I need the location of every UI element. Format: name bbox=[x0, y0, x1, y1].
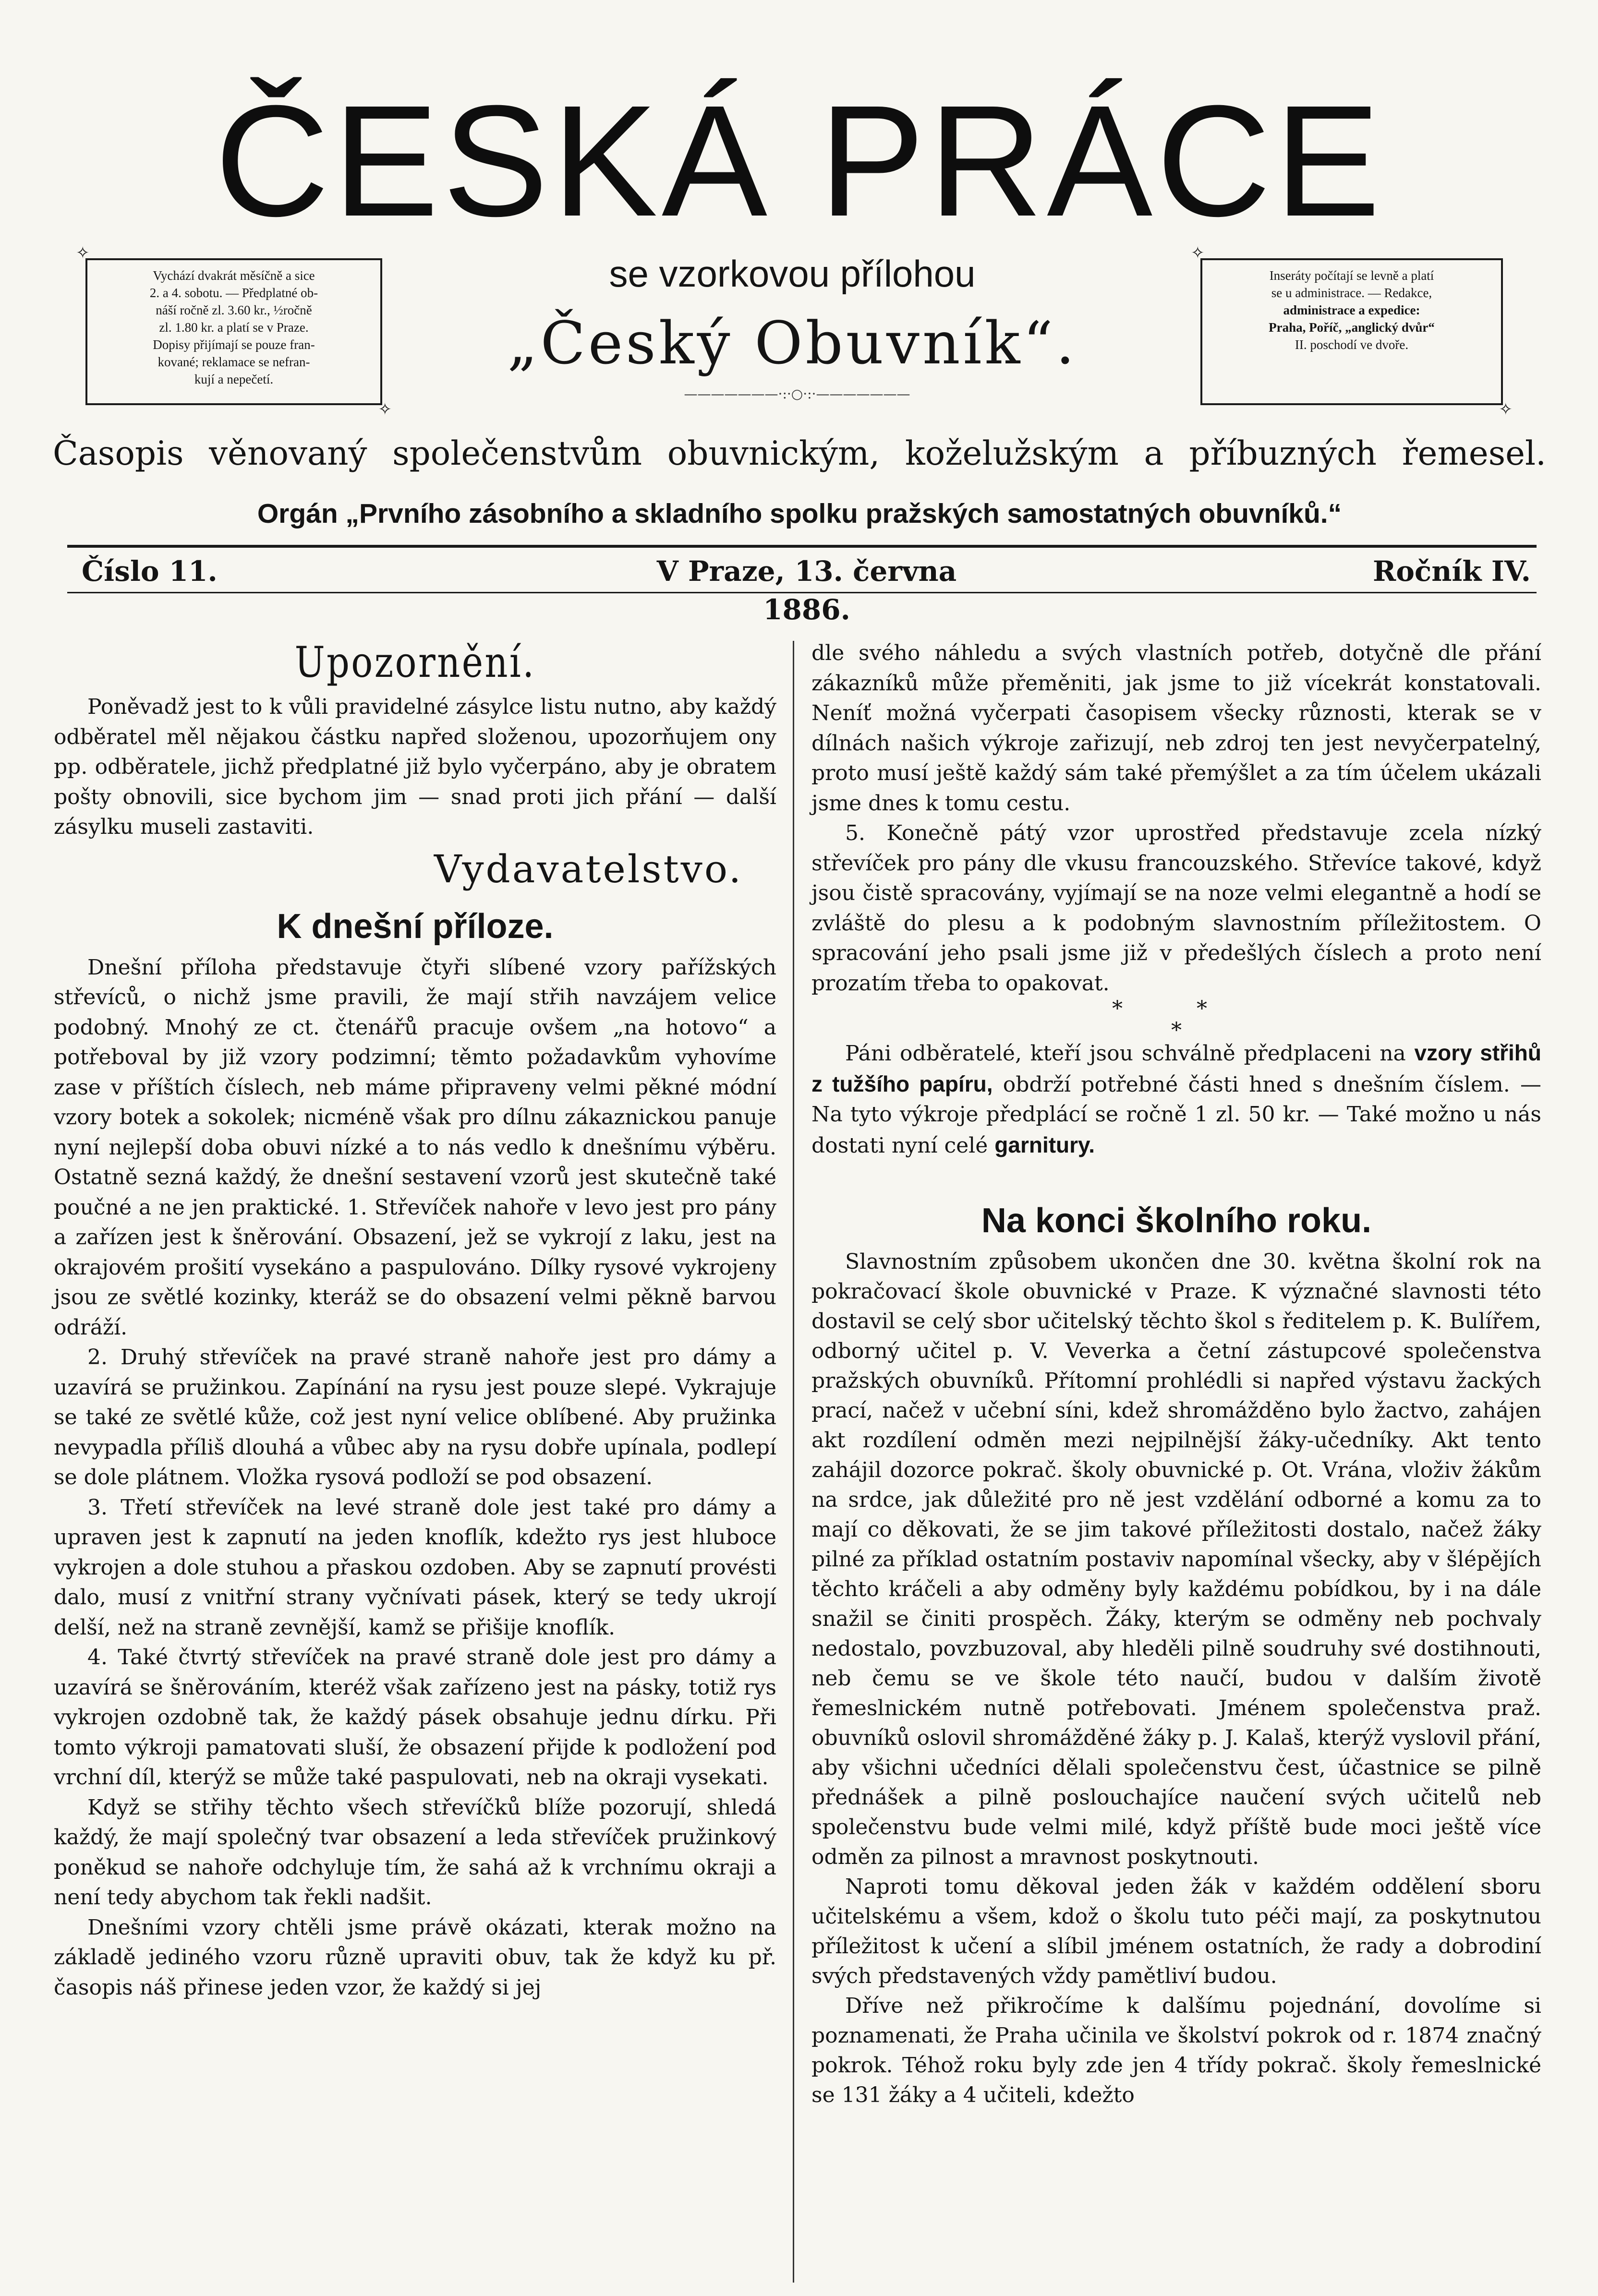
article-paragraph: 5. Konečně pátý vzor uprostřed představuje zcela nízký střevíček pro pány dle vkusu francouzského. Střevíce takové, když jsou čistě spracovány, vyjímají se na noze velmi elegantně a hodí se zvláště do plesu a k podobným slavnostním příležitostem. O spracování jeho psali jsme již v předešlých číslech a proto není prozatím třeba to opakovat. bbox=[811, 821, 1541, 996]
advertising-line: administrace a expedice: bbox=[1283, 303, 1420, 317]
masthead-title: ČESKÁ PRÁCE bbox=[215, 72, 1384, 249]
header-rule-top bbox=[67, 545, 1537, 548]
article-paragraph: Dnešní příloha představuje čtyři slíbené vzory pařížských střevíců, o nichž jsme pravili, že mají střih navzájem velice podobný. Mnohý ze ct. čtenářů pracuje ovšem „na hotovo“ a potřeboval by již vzory podzimní; těmto požadavkům vyhovíme zase v příštích číslech, neb máme připraveny velmi pěkné módní vzory botek a sokolek; nicméně však pro dílnu zákaznickou panuje nyní nejlepší doba obuvi nízké a to nás vedlo k dnešnímu výběru. Ostatně sezná každý, že dnešní sestavení vzorů jest skutečně také poučné a ne jen praktické. 1. Střevíček nahoře v levo jest pro pány a zařízen jest k šněrování. Obsazení, jež se vykrojí z laku, jest na okrajovém prošití vysekáno a paspulováno. Dílky rysové vykrojeny jsou ze světlé kozinky, kteráž se do obsazení velmi pěkně barvou odráží. bbox=[54, 955, 776, 1340]
advertising-info-box bbox=[1200, 258, 1503, 405]
subscriber-notice-middle: obdrží potřebné části hned s dnešním číslem. — Na tyto výkroje předplácí se ročně 1 zl. 50 kr. — Také možno u nás dostati nyní celé bbox=[811, 1072, 1541, 1158]
issue-date: V Praze, 13. června 1886. bbox=[656, 555, 957, 626]
section-separator-star: * bbox=[1171, 1018, 1182, 1043]
header-rule-bottom bbox=[67, 592, 1537, 593]
article-paragraph: Když se střihy těchto všech střevíčků blíže pozorují, shledá každý, že mají společný tvar obsazení a leda střevíček pružinkový poněkud se nahoře odchyluje tím, že sahá až k vrchnímu okraji a není tedy abychom tak řekli nadšit. bbox=[54, 1795, 776, 1910]
subscriber-notice bbox=[811, 1038, 1541, 1161]
section-title-supplement: K dnešní příloze. bbox=[277, 907, 554, 946]
notice-signature: Vydavatelstvo. bbox=[434, 846, 743, 891]
article-paragraph: Dnešními vzory chtěli jsme právě okázati, kterak možno na základě jediného vzoru různě upraviti obuv, tak že když ku př. časopis náš přinese jeden vzor, že každý si jej bbox=[54, 1915, 776, 2000]
notice-title: Upozornění. bbox=[294, 637, 536, 687]
article-paragraph: 4. Také čtvrtý střevíček na pravé straně dole jest pro dámy a uzavírá se šněrováním, kteréž však zařízeno jest na pásky, totiž rys vykrojen ozdobně tak, že každý pásek obsahuje jednu dírku. Při tomto výkroji pamatovati sluší, že obsazení přijde k podložení pod vrchní díl, kterýž se může také paspulovati, neb na okraji vysekati. bbox=[54, 1645, 776, 1790]
right-column bbox=[811, 638, 1541, 2110]
subscription-line: Dopisy přijímají se pouze fran- bbox=[153, 337, 315, 352]
advertising-line: II. poschodí ve dvoře. bbox=[1295, 337, 1409, 352]
subscription-line: kované; reklamace se nefran- bbox=[157, 355, 310, 369]
left-column bbox=[54, 638, 776, 2003]
issue-number: Číslo 11. bbox=[82, 555, 218, 588]
advertising-line: ✧ Inseráty počítají se levně a platí bbox=[1269, 268, 1434, 283]
article-paragraph: Slavnostním způsobem ukončen dne 30. května školní rok na pokračovací škole obuvnické v Praze. K význačné slavnosti této dostavil se celý sbor učitelský těchto škol s ředitelem p. K. Bulířem, odborný učitel p. V. Veverka a četní zástupcové společenstva pražských obuvníků. Přítomní prohlédli si napřed výstavu žackých prací, načež v učební síni, kdež shromážděno bylo žactvo, zahájen akt rozdílení odměn mezi nejpilnější žáky-učedníky. Akt tento zahájil dozorce pokrač. školy obuvnické p. Ot. Vrána, vloživ žákům na srdce, jak důležité pro ně jest vzdělání odborné a komu za to mají co děkovati, že se jim takové příležitosti dostalo, načež žáky pilné za příklad ostatním postaviv napomínal všecky, aby v šlépějích těchto kráčeli a aby odměny byly každému pobídkou, by i na dále snažil se činiti prospěch. Žáky, kterým se odměny neb pochvaly nedostalo, povzbuzoval, aby hleděli pilně soudruhy své dostihnouti, neb čemu se ve škole této naučí, budou v dalším životě řemeslnickém nutně potřebovati. Jménem společenstva praž. obuvníků oslovil shromážděné žáky p. J. Kalaš, kterýž vyslovil přání, aby všichni učedníci dělali společenstvu čest, účastnice se pilně přednášek a pilně poslouchajíce naučení svých učitelů neb společenstvu bude velmi milé, když příště bude moci ještě více odměn za pilnost a mravnost poskytnouti. bbox=[811, 1250, 1541, 1869]
volume-number: Ročník IV. bbox=[1373, 555, 1531, 588]
subscriber-notice-start: Páni odběratelé, kteří jsou schválně předplaceni na bbox=[845, 1041, 1406, 1066]
article-paragraph: 2. Druhý střevíček na pravé straně nahoře jest pro dámy a uzavírá se pružinkou. Zapínání na rysu jest pouze slepé. Vykrajuje se také ze světlé kůže, což jest nyní velice oblíbené. Aby pružinka nevypadla příliš dlouhá a vůbec aby na rysu dobře upínala, podlepí se dole plátnem. Vložka rysová podloží se pod obsazení. bbox=[54, 1345, 776, 1490]
ornament-divider: ———————·:·○·:·——————— bbox=[684, 386, 910, 402]
subscription-line: 2. a 4. sobotu. — Předplatné ob- bbox=[149, 286, 318, 300]
organ-line: Orgán „Prvního zásobního a skladního spolku pražských samostatných obuvníků.“ bbox=[257, 498, 1342, 529]
subscription-line: zl. 1.80 kr. a platí se v Praze. bbox=[159, 320, 309, 335]
section-separator-stars: * * bbox=[1112, 997, 1241, 1021]
article-paragraph: dle svého náhledu a svých vlastních potřeb, dotyčně dle přání zákazníků může přeměniti, jak jsme to již vícekrát konstatovali. Neníť možná vyčerpati časopisem všecky různosti, kterak se v dílnách našich výkroje zařizují, neb zdroj ten jest nevyčerpatelný, proto musí ještě každý sám také přemýšlet a za tím účelem ukázali jsme dnes k tomu cestu. bbox=[811, 641, 1541, 816]
supplement-title: „Český Obuvník“. bbox=[507, 309, 1077, 377]
section-title-school-year: Na konci školního roku. bbox=[981, 1202, 1372, 1240]
advertising-line: se u administrace. — Redakce, bbox=[1271, 286, 1432, 300]
article-paragraph: Naproti tomu děkoval jeden žák v každém oddělení sboru učitelskému a všem, kdož o školu tuto péči mají, za poskytnutou příležitost k učení a slíbil jménem ostatních, že rady a dobrodiní svých představených vždy pamětliví budou. bbox=[811, 1875, 1541, 1988]
supplement-label: se vzorkovou přílohou bbox=[609, 252, 976, 295]
advertising-line: Praha, Poříč, „anglický dvůr“ bbox=[1269, 320, 1435, 335]
subscription-line: ✧ Vychází dvakrát měsíčně a sice bbox=[153, 268, 315, 283]
subscription-line: náší ročně zl. 3.60 kr., ½ročně bbox=[156, 303, 312, 317]
notice-paragraph: Poněvadž jest to k vůli pravidelné zásylce listu nutno, aby každý odběratel měl nějakou částku napřed složenou, upozorňujem ony pp. odběratele, jichž předplatné již bylo vyčerpáno, aby je obratem pošty obnovili, sice bychom jim — snad proti jich přání — další zásylku museli zastaviti. bbox=[54, 695, 776, 839]
subscription-info-box bbox=[85, 258, 382, 405]
subscription-line: kují a nepečetí. bbox=[194, 372, 274, 386]
subscriber-notice-emphasis: garnitury. bbox=[994, 1132, 1095, 1157]
article-paragraph: 3. Třetí střevíček na levé straně dole jest také pro dámy a upraven jest k zapnutí na jeden knoflík, kdežto rys jest hluboce vykrojen a dole stuhou a přaskou ozdoben. Aby se zapnutí provésti dalo, musí z vnitřní strany vyčnívati pásek, který se tedy ukrojí delší, než na straně zevnější, kamž se přišije knoflík. bbox=[54, 1495, 776, 1640]
journal-subtitle: Časopis věnovaný společenstvům obuvnickým, koželužským a příbuzných řemesel. bbox=[53, 434, 1546, 473]
article-paragraph: Dříve než přikročíme k dalšímu pojednání, dovolíme si poznamenati, že Praha učinila ve školství pokrok od r. 1874 značný pokrok. Téhož roku byly zde jen 4 třídy pokrač. školy řemeslnické se 131 žáky a 4 učiteli, kdežto bbox=[811, 1994, 1541, 2107]
subscriber-notice-emphasis: vzory střihů z tužšího papíru, bbox=[811, 1040, 1541, 1096]
column-divider bbox=[793, 641, 794, 2283]
